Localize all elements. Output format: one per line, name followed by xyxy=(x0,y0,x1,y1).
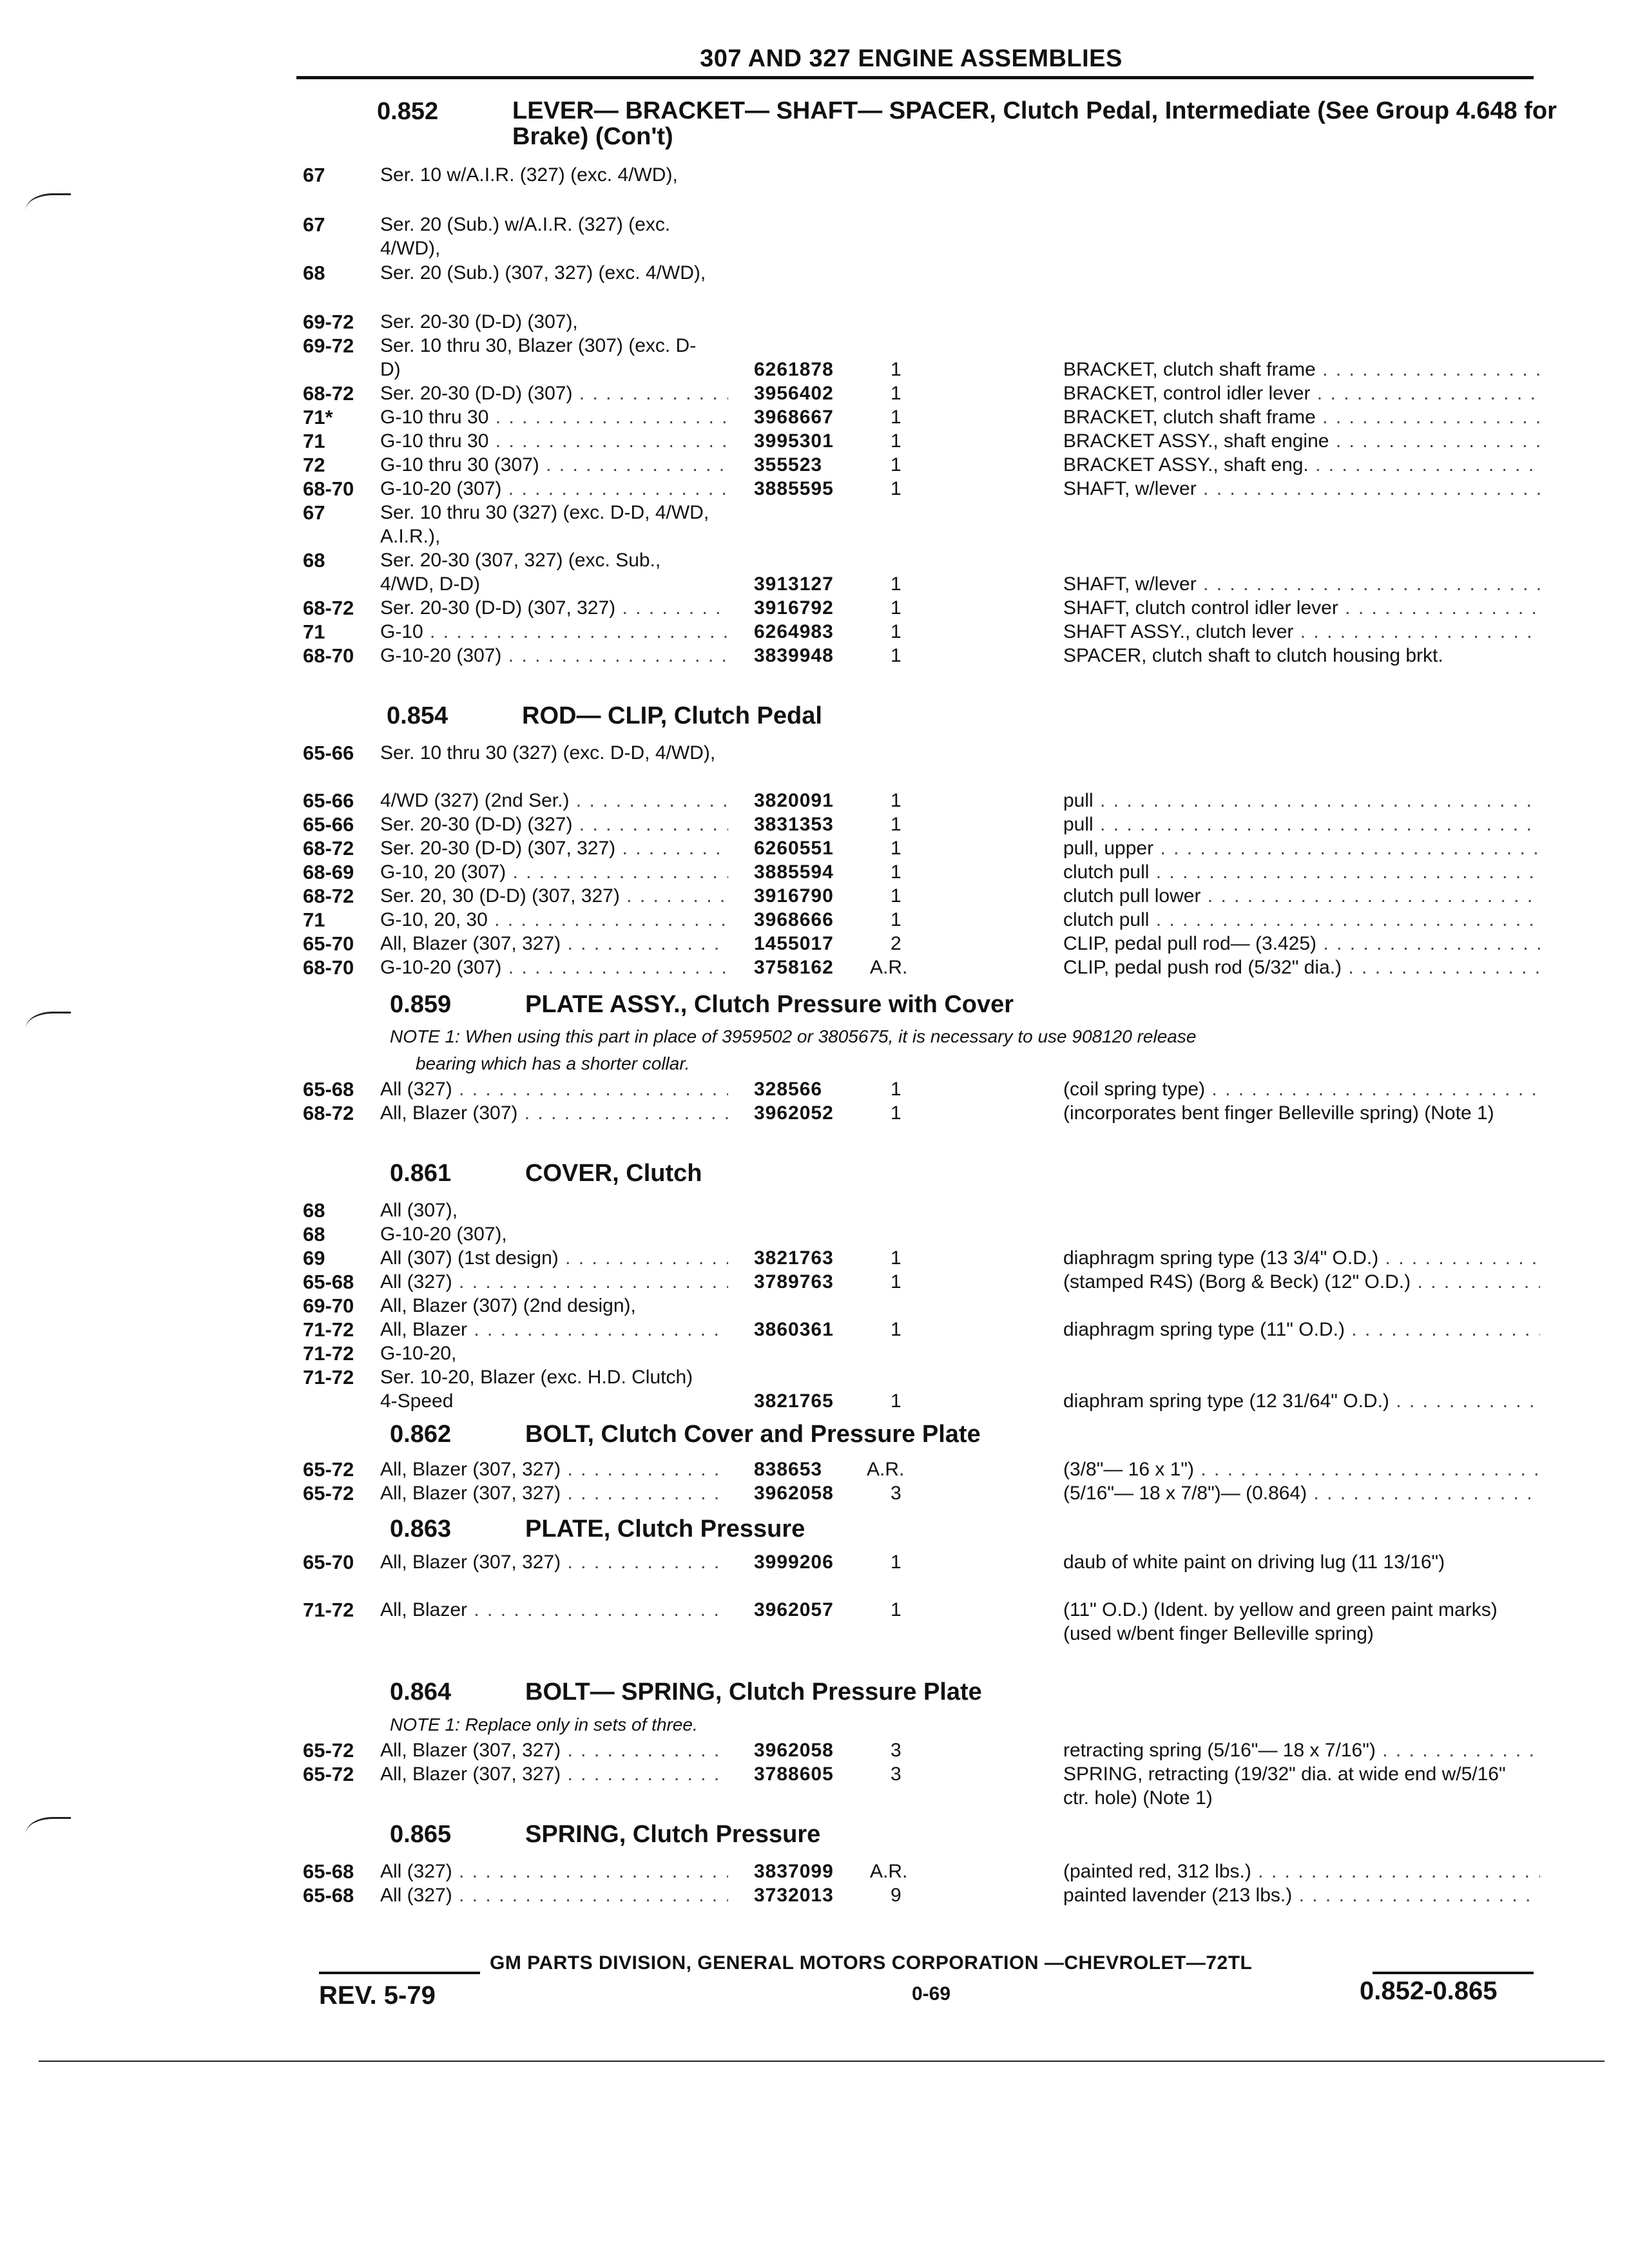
application-cell: Ser. 10 w/A.I.R. (327) (exc. 4/WD), xyxy=(380,164,678,186)
application-cell: All, Blazer . . . xyxy=(380,1598,728,1622)
description-cell: clutch pull lower . . . xyxy=(1063,884,1540,908)
application-cell: G-10-20 (307), xyxy=(380,1224,507,1245)
application-cell: G-10, 20, 30 . . . xyxy=(380,908,728,932)
description-cell: CLIP, pedal push rod (5/32" dia.) . . . xyxy=(1063,956,1540,979)
quantity-cell: 1 xyxy=(891,861,901,883)
application-cell: G-10 thru 30 . . . xyxy=(380,405,728,429)
description-cell: SHAFT, w/lever . . . xyxy=(1063,477,1540,501)
application-cell: Ser. 20-30 (D-D) (307), xyxy=(380,311,578,332)
part-number-cell: 3837099 xyxy=(754,1861,834,1882)
application-cell: Ser. 20, 30 (D-D) (307, 327) . . . xyxy=(380,884,728,908)
application-cell: G-10 thru 30 . . . xyxy=(380,429,728,453)
part-number-cell: 3962052 xyxy=(754,1102,834,1124)
footer-section-range: 0.852-0.865 xyxy=(1360,1977,1498,2005)
description-cell: CLIP, pedal pull rod— (3.425) . . . xyxy=(1063,932,1540,956)
quantity-cell: 1 xyxy=(891,790,901,811)
application-cell: All, Blazer (307, 327) . . . xyxy=(380,1481,728,1505)
quantity-cell: 1 xyxy=(891,621,901,642)
part-number-cell: 3968667 xyxy=(754,407,834,428)
section-title: SPRING, Clutch Pressure xyxy=(525,1821,821,1848)
part-number-cell: 3789763 xyxy=(754,1271,834,1293)
application-cell: All, Blazer (307, 327) . . . xyxy=(380,1762,728,1786)
binder-hole-mark xyxy=(26,1012,71,1039)
application-cell: 4/WD (327) (2nd Ser.) . . . xyxy=(380,789,728,812)
description-cell: (5/16"— 18 x 7/8")— (0.864) . . . xyxy=(1063,1481,1540,1505)
application-cell: G-10 . . . xyxy=(380,620,728,644)
year-cell: 68-72 xyxy=(303,837,354,860)
page-title: 307 AND 327 ENGINE ASSEMBLIES xyxy=(700,45,1123,72)
part-number-cell: 3831353 xyxy=(754,814,834,835)
quantity-cell: 1 xyxy=(891,1552,901,1573)
description-cell: (11" O.D.) (Ident. by yellow and green paint marks) (used w/bent finger Belleville spring) xyxy=(1063,1599,1498,1644)
quantity-cell: 1 xyxy=(891,645,901,666)
year-cell: 71 xyxy=(303,620,325,643)
part-number-cell: 1455017 xyxy=(754,933,834,954)
part-number-cell: 3913127 xyxy=(754,573,834,595)
part-number-cell: 3885595 xyxy=(754,478,834,499)
section-number: 0.859 xyxy=(390,991,452,1018)
section-note xyxy=(390,1711,1550,1738)
description-cell: SHAFT ASSY., clutch lever . . . xyxy=(1063,620,1540,644)
year-cell: 69-72 xyxy=(303,334,354,357)
quantity-cell: 1 xyxy=(891,885,901,907)
application-cell: All, Blazer (307, 327) . . . xyxy=(380,932,728,956)
part-number-cell: 3916792 xyxy=(754,597,834,619)
year-cell: 65-66 xyxy=(303,789,354,812)
quantity-cell: 3 xyxy=(891,1483,901,1504)
year-cell: 65-72 xyxy=(303,1739,354,1762)
quantity-cell: 1 xyxy=(891,909,901,930)
year-cell: 67 xyxy=(303,164,325,186)
application-cell: All (327) . . . xyxy=(380,1270,728,1294)
part-number-cell: 6260551 xyxy=(754,838,834,859)
application-cell: Ser. 10-20, Blazer (exc. H.D. Clutch) 4-Speed xyxy=(380,1367,693,1412)
application-cell: Ser. 20-30 (D-D) (327) . . . xyxy=(380,812,728,836)
application-cell: Ser. 20-30 (307, 327) (exc. Sub., 4/WD, D-D) xyxy=(380,550,661,595)
description-cell: SPRING, retracting (19/32" dia. at wide end w/5/16" ctr. hole) (Note 1) xyxy=(1063,1763,1506,1809)
part-number-cell: 3821765 xyxy=(754,1390,834,1412)
year-cell: 68-72 xyxy=(303,1102,354,1124)
quantity-cell: 1 xyxy=(891,478,901,499)
application-cell: G-10-20 (307) . . . xyxy=(380,644,728,668)
section-title: LEVER— BRACKET— SHAFT— SPACER, Clutch Pedal, Intermediate (See Group 4.648 for Brake) (Con't) xyxy=(512,97,1557,150)
section-title: BOLT, Clutch Cover and Pressure Plate xyxy=(525,1421,981,1448)
year-cell: 65-72 xyxy=(303,1763,354,1785)
quantity-cell: 3 xyxy=(891,1763,901,1785)
quantity-cell: 1 xyxy=(891,430,901,452)
application-cell: G-10-20 (307) . . . xyxy=(380,956,728,979)
year-cell: 68-70 xyxy=(303,477,354,500)
year-cell: 68-70 xyxy=(303,644,354,667)
year-cell: 68-72 xyxy=(303,885,354,907)
year-cell: 71-72 xyxy=(303,1366,354,1389)
application-cell: All (327) . . . xyxy=(380,1883,728,1907)
quantity-cell: 3 xyxy=(891,1740,901,1761)
quantity-cell: 1 xyxy=(891,1247,901,1269)
application-cell: G-10-20 (307) . . . xyxy=(380,477,728,501)
quantity-cell: 1 xyxy=(891,1079,901,1100)
year-cell: 65-68 xyxy=(303,1860,354,1883)
part-number-cell: 3732013 xyxy=(754,1885,834,1906)
part-number-cell: 3962057 xyxy=(754,1599,834,1620)
year-cell: 71-72 xyxy=(303,1318,354,1341)
year-cell: 65-70 xyxy=(303,1551,354,1573)
application-cell: Ser. 10 thru 30 (327) (exc. D-D, 4/WD), xyxy=(380,742,716,764)
year-cell: 68-72 xyxy=(303,597,354,619)
section-title: COVER, Clutch xyxy=(525,1160,702,1187)
description-cell: SHAFT, w/lever . . . xyxy=(1063,572,1540,596)
description-cell: clutch pull . . . xyxy=(1063,860,1540,884)
description-cell: diaphram spring type (12 31/64" O.D.) . . . xyxy=(1063,1389,1540,1413)
description-cell: diaphragm spring type (11" O.D.) . . . xyxy=(1063,1318,1540,1341)
section-title: ROD— CLIP, Clutch Pedal xyxy=(522,702,822,729)
quantity-cell: 9 xyxy=(891,1885,901,1906)
year-cell: 68 xyxy=(303,262,325,284)
application-cell: All, Blazer (307, 327) . . . xyxy=(380,1457,728,1481)
part-number-cell: 838653 xyxy=(754,1459,823,1480)
description-cell: (3/8"— 16 x 1") . . . xyxy=(1063,1457,1540,1481)
application-cell: G-10-20, xyxy=(380,1343,457,1364)
quantity-cell: 2 xyxy=(891,933,901,954)
year-cell: 71 xyxy=(303,430,325,452)
description-cell: diaphragm spring type (13 3/4" O.D.) . . . xyxy=(1063,1246,1540,1270)
application-cell: All, Blazer (307, 327) . . . xyxy=(380,1550,728,1574)
section-number: 0.852 xyxy=(377,98,439,125)
application-cell: All (307), xyxy=(380,1200,458,1221)
section-number: 0.861 xyxy=(390,1160,452,1187)
part-number-cell: 3821763 xyxy=(754,1247,834,1269)
application-cell: Ser. 20-30 (D-D) (307, 327) . . . xyxy=(380,836,728,860)
year-cell: 65-70 xyxy=(303,932,354,955)
quantity-cell: 1 xyxy=(891,454,901,476)
footer-rule xyxy=(319,1972,480,1974)
quantity-cell: A.R. xyxy=(870,1861,908,1882)
quantity-cell: 1 xyxy=(891,1319,901,1340)
description-cell: BRACKET ASSY., shaft engine . . . xyxy=(1063,429,1540,453)
note-line: NOTE 1: Replace only in sets of three. xyxy=(390,1715,698,1735)
description-cell: BRACKET, clutch shaft frame . . . xyxy=(1063,405,1540,429)
description-cell: retracting spring (5/16"— 18 x 7/16") . . . xyxy=(1063,1738,1540,1762)
part-number-cell: 3956402 xyxy=(754,383,834,404)
application-cell: G-10, 20 (307) . . . xyxy=(380,860,728,884)
application-cell: Ser. 20-30 (D-D) (307) . . . xyxy=(380,381,728,405)
description-cell: (painted red, 312 lbs.) . . . xyxy=(1063,1860,1540,1883)
quantity-cell: 1 xyxy=(891,359,901,380)
part-number-cell: 3968666 xyxy=(754,909,834,930)
year-cell: 67 xyxy=(303,501,325,524)
quantity-cell: 1 xyxy=(891,383,901,404)
footer-page-number: 0-69 xyxy=(912,1983,951,2004)
year-cell: 69-72 xyxy=(303,311,354,333)
quantity-cell: 1 xyxy=(891,814,901,835)
section-title: PLATE, Clutch Pressure xyxy=(525,1515,805,1542)
description-cell: SPACER, clutch shaft to clutch housing brkt. xyxy=(1063,645,1443,666)
year-cell: 69-70 xyxy=(303,1294,354,1317)
section-title: BOLT— SPRING, Clutch Pressure Plate xyxy=(525,1678,982,1706)
part-number-cell: 3788605 xyxy=(754,1763,834,1785)
section-number: 0.862 xyxy=(390,1421,452,1448)
part-number-cell: 3758162 xyxy=(754,957,834,978)
binder-hole-mark xyxy=(26,1817,71,1845)
binder-hole-mark xyxy=(26,193,71,221)
footer-revision: REV. 5-79 xyxy=(319,1981,436,2010)
application-cell: Ser. 20 (Sub.) (307, 327) (exc. 4/WD), xyxy=(380,262,706,284)
application-cell: Ser. 10 thru 30, Blazer (307) (exc. D-D) xyxy=(380,335,697,380)
application-cell: All, Blazer (307) . . . xyxy=(380,1101,728,1125)
application-cell: Ser. 10 thru 30 (327) (exc. D-D, 4/WD, A.I.R.), xyxy=(380,502,709,547)
application-cell: Ser. 20 (Sub.) w/A.I.R. (327) (exc. 4/WD), xyxy=(380,214,671,259)
quantity-cell: A.R. xyxy=(867,1459,905,1480)
quantity-cell: 1 xyxy=(891,407,901,428)
year-cell: 65-72 xyxy=(303,1482,354,1504)
year-cell: 68-70 xyxy=(303,956,354,979)
quantity-cell: 1 xyxy=(891,1102,901,1124)
application-cell: All (327) . . . xyxy=(380,1860,728,1883)
quantity-cell: A.R. xyxy=(870,957,908,978)
quantity-cell: 1 xyxy=(891,1271,901,1293)
year-cell: 72 xyxy=(303,454,325,476)
year-cell: 65-68 xyxy=(303,1078,354,1100)
section-number: 0.863 xyxy=(390,1515,452,1542)
description-cell: pull . . . xyxy=(1063,789,1540,812)
year-cell: 69 xyxy=(303,1247,325,1269)
year-cell: 68-72 xyxy=(303,382,354,405)
part-number-cell: 3962058 xyxy=(754,1740,834,1761)
part-number-cell: 3999206 xyxy=(754,1552,834,1573)
description-cell: BRACKET ASSY., shaft eng. . . . xyxy=(1063,453,1540,477)
footer-rule xyxy=(1373,1972,1534,1974)
application-cell: All, Blazer (307, 327) . . . xyxy=(380,1738,728,1762)
application-cell: Ser. 20-30 (D-D) (307, 327) . . . xyxy=(380,596,728,620)
quantity-cell: 1 xyxy=(891,1599,901,1620)
year-cell: 68-69 xyxy=(303,861,354,883)
section-note xyxy=(390,1023,1550,1077)
description-cell: daub of white paint on driving lug (11 13/16") xyxy=(1063,1552,1445,1573)
description-cell: (stamped R4S) (Borg & Beck) (12" O.D.) . . . xyxy=(1063,1270,1540,1294)
quantity-cell: 1 xyxy=(891,573,901,595)
part-number-cell: 3995301 xyxy=(754,430,834,452)
year-cell: 68 xyxy=(303,1199,325,1222)
quantity-cell: 1 xyxy=(891,838,901,859)
year-cell: 71 xyxy=(303,908,325,931)
section-number: 0.865 xyxy=(390,1821,452,1848)
part-number-cell: 3860361 xyxy=(754,1319,834,1340)
note-line: bearing which has a shorter collar. xyxy=(416,1053,690,1073)
year-cell: 65-68 xyxy=(303,1884,354,1907)
quantity-cell: 1 xyxy=(891,1390,901,1412)
part-number-cell: 6264983 xyxy=(754,621,834,642)
year-cell: 68 xyxy=(303,549,325,572)
year-cell: 71* xyxy=(303,406,333,428)
description-cell: (coil spring type) . . . xyxy=(1063,1077,1540,1101)
page-bottom-line xyxy=(39,2061,1605,2062)
year-cell: 68 xyxy=(303,1223,325,1245)
description-cell: BRACKET, clutch shaft frame . . . xyxy=(1063,358,1540,381)
section-number: 0.864 xyxy=(390,1678,452,1706)
application-cell: G-10 thru 30 (307) . . . xyxy=(380,453,728,477)
description-cell: pull, upper . . . xyxy=(1063,836,1540,860)
year-cell: 65-66 xyxy=(303,742,354,764)
year-cell: 71-72 xyxy=(303,1342,354,1365)
description-cell: BRACKET, control idler lever . . . xyxy=(1063,381,1540,405)
application-cell: All (307) (1st design) . . . xyxy=(380,1246,728,1270)
description-cell: (incorporates bent finger Belleville spring) (Note 1) xyxy=(1063,1102,1494,1124)
part-number-cell: 328566 xyxy=(754,1079,823,1100)
part-number-cell: 3885594 xyxy=(754,861,834,883)
part-number-cell: 6261878 xyxy=(754,359,834,380)
year-cell: 65-68 xyxy=(303,1271,354,1293)
application-cell: All (327) . . . xyxy=(380,1077,728,1101)
description-cell: SHAFT, clutch control idler lever . . . xyxy=(1063,596,1540,620)
part-number-cell: 3839948 xyxy=(754,645,834,666)
part-number-cell: 3820091 xyxy=(754,790,834,811)
year-cell: 65-66 xyxy=(303,813,354,836)
section-title: PLATE ASSY., Clutch Pressure with Cover xyxy=(525,991,1014,1018)
description-cell: painted lavender (213 lbs.) . . . xyxy=(1063,1883,1540,1907)
part-number-cell: 3962058 xyxy=(754,1483,834,1504)
description-cell: clutch pull . . . xyxy=(1063,908,1540,932)
title-rule xyxy=(296,76,1534,79)
part-number-cell: 355523 xyxy=(754,454,823,476)
year-cell: 71-72 xyxy=(303,1599,354,1621)
quantity-cell: 1 xyxy=(891,597,901,619)
part-number-cell: 3916790 xyxy=(754,885,834,907)
footer-publisher: GM PARTS DIVISION, GENERAL MOTORS CORPORATION —CHEVROLET—72TL xyxy=(490,1952,1253,1974)
description-cell: pull . . . xyxy=(1063,812,1540,836)
year-cell: 67 xyxy=(303,213,325,236)
application-cell: All, Blazer . . . xyxy=(380,1318,728,1341)
section-number: 0.854 xyxy=(387,702,448,729)
note-line: NOTE 1: When using this part in place of 3959502 or 3805675, it is necessary to use 908120 release xyxy=(390,1026,1197,1046)
application-cell: All, Blazer (307) (2nd design), xyxy=(380,1295,636,1316)
year-cell: 65-72 xyxy=(303,1458,354,1481)
